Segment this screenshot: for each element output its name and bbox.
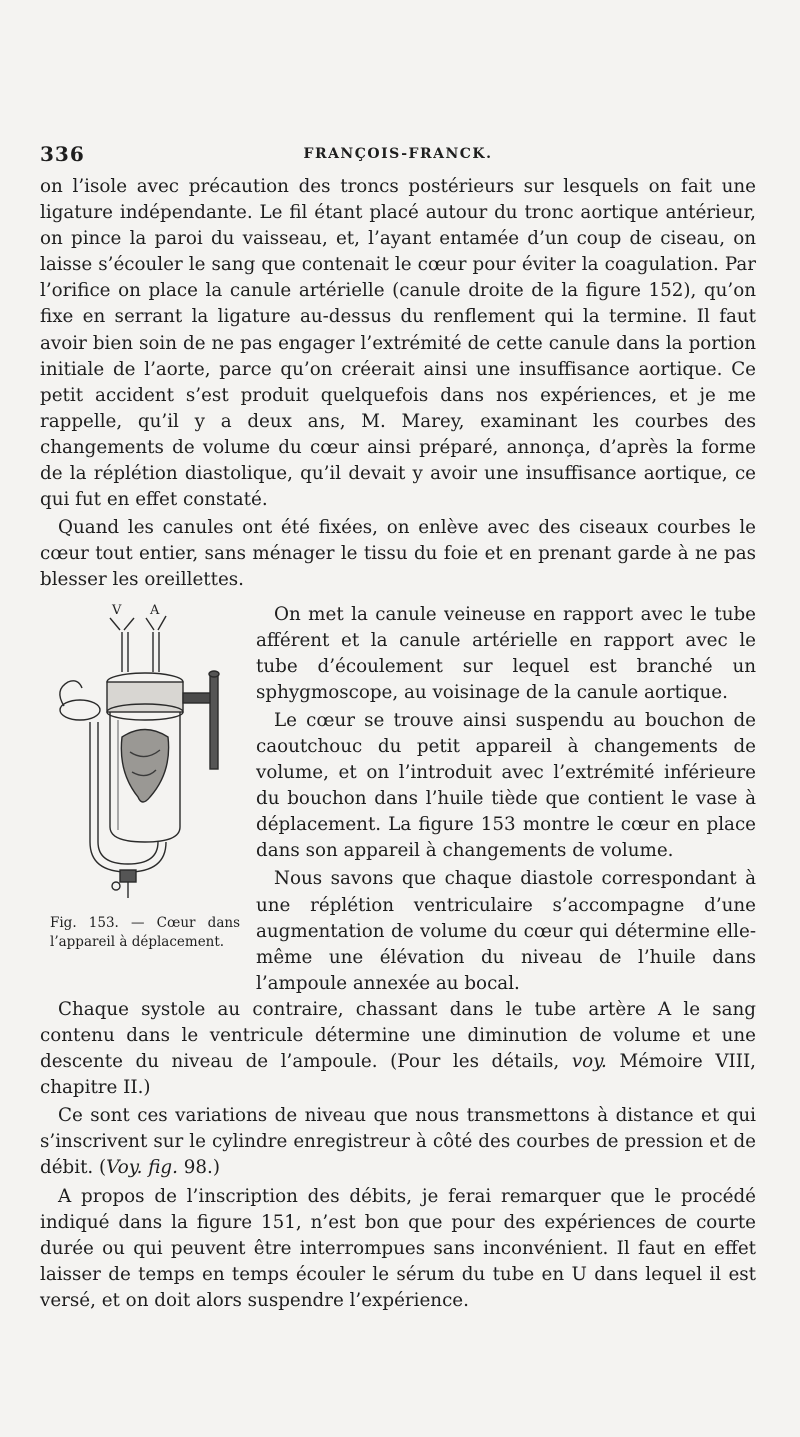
label-a: A: [150, 602, 160, 618]
paragraph-5: Nous savons que chaque diastole correspondant à une réplétion ventriculaire s’accompagne d’une augmentation de volume du cœur qui détermine elle-même une élévation du niveau de l’huile dans l’ampoule annexée au bocal.: [256, 868, 756, 994]
figure-caption: Fig. 153. — Cœur dans l’appareil à déplacement.: [50, 914, 240, 950]
paragraph-4: Le cœur se trouve ainsi suspendu au bouchon de caoutchouc du petit appareil à changements de volume, et on l’introduit avec l’extrémité inférieure du bouchon dans l’huile tiède que contient le vase à déplacement. La figure 153 montre le cœur en place dans son appareil à changements de volume.: [256, 709, 756, 862]
heart-apparatus-drawing: [60, 616, 219, 898]
paragraph-2: Quand les canules ont été fixées, on enlève avec des ciseaux courbes le cœur tout entier, sans ménager le tissu du foie et en prenant garde à ne pas blesser les oreillettes.: [40, 517, 756, 591]
voy-fig-italic: Voy. fig.: [106, 1157, 178, 1179]
body-text: [40, 174, 756, 1314]
label-v: V: [112, 602, 122, 618]
paragraph-8: A propos de l’inscription des débits, je ferai remarquer que le procédé indiqué dans la figure 151, n’est bon que pour des expériences de courte durée ou qui peuvent être interrompues sans inconvénient. Il faut en effet laisser de temps en temps écouler le sérum du tube en U dans lequel il est versé, et on doit alors suspendre l’expérience.: [40, 1185, 756, 1311]
page-number: 336: [40, 142, 85, 166]
paragraph-7: Ce sont ces variations de niveau que nous transmettons à distance et qui s’inscrivent sur le cylindre enregistreur à côté des courbes de pression et de débit. (Voy. fig. 98.): [40, 1105, 756, 1179]
paragraph-1: on l’isole avec précaution des troncs postérieurs sur lesquels on fait une ligature indépendante. Le fil étant placé autour du tronc aortique antérieur, on pince la paroi du vaisseau, et, l’ayant entamée d’un coup de ciseau, on laisse s’écouler le sang que contenait le cœur pour éviter la coagulation. Par l’orifice on place la canule artérielle (canule droite de la figure 152), qu’on fixe en serrant la ligature au-dessus du renflement qui la termine. Il faut avoir bien soin de ne pas engager l’extrémité de cette canule dans la portion initiale de l’aorte, parce qu’on créerait ainsi une insuffisance aortique. Ce petit accident s’est produit quelquefois dans nos expériences, et je me rappelle, qu’il y a deux ans, M. Marey, examinant les courbes des changements de volume du cœur ainsi préparé, annonça, d’après la forme de la réplétion diastolique, qu’il devait y avoir une insuffisance aortique, ce qui fut en effet constaté.: [40, 176, 756, 511]
side-column: [240, 602, 756, 997]
running-head: FRANÇOIS-FRANCK.: [303, 146, 493, 162]
paragraph-3: On met la canule veineuse en rapport avec le tube afférent et la canule artérielle en rapport avec le tube d’écoulement sur lequel est branché un sphygmoscope, au voisinage de la canule aortique.: [256, 603, 756, 703]
figure-153: [40, 602, 240, 997]
heart-apparatus-illustration: [50, 602, 230, 902]
paragraph-6: Chaque systole au contraire, chassant dans le tube artère A le sang contenu dans le ventricule détermine une diminution de volume et une descente du niveau de l’ampoule. (Pour les détails, voy. Mémoire VIII, chapitre II.): [40, 998, 756, 1099]
voy-italic: voy.: [571, 1051, 607, 1073]
figure-block: [40, 602, 756, 997]
page-header: [40, 138, 756, 166]
